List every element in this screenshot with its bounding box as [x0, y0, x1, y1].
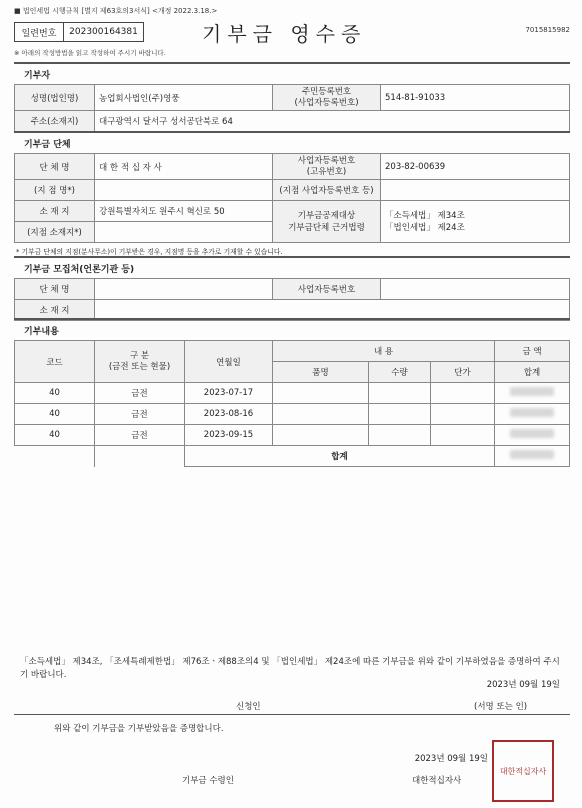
donor-name-label: 성명(법인명)	[15, 85, 95, 111]
col-content: 내 용	[273, 341, 495, 362]
org-name-value: 대 한 적 십 자 사	[95, 154, 273, 180]
row-type: 금전	[95, 404, 185, 425]
redacted-amount	[510, 408, 554, 417]
col-date: 연월일	[185, 341, 273, 383]
col-amount: 금 액	[495, 341, 570, 362]
donor-address-label: 주소(소재지)	[15, 111, 95, 132]
donor-address-value: 대구광역시 달서구 성서공단북로 64	[95, 111, 570, 132]
applicant-label: 신청인	[236, 702, 261, 712]
statement-text: 「소득세법」 제34조, 「조세특례제한법」 제76조ㆍ제88조의4 및 「법인세법」 제24조에 따른 기부금을 위와 같이 기부하였음을 증명하여 주시기 바랍니다.	[20, 657, 560, 680]
sum-label: 합계	[185, 446, 495, 467]
org-name-label: 단 체 명	[15, 154, 95, 180]
col-total: 합계	[495, 362, 570, 383]
org-section-title: 기부금 단체	[14, 131, 570, 153]
donor-regno-label: 주민등록번호 (사업자등록번호)	[273, 85, 381, 111]
sum-row	[15, 446, 570, 467]
donor-regno-value: 514-81-91033	[381, 85, 570, 111]
org-address-value: 강원특별자치도 원주시 혁신로 50	[95, 201, 273, 222]
donor-name-value: 농업회사법인(주)영풍	[95, 85, 273, 111]
row-code: 40	[15, 383, 95, 404]
collector-name-label: 단 체 명	[15, 279, 95, 300]
document-number: 7015815982	[525, 26, 570, 34]
redacted-amount	[510, 387, 554, 396]
collector-section	[14, 256, 570, 321]
donor-section	[14, 62, 570, 132]
recipient-name: 대한적십자사	[412, 776, 462, 786]
receipt-text: 위와 같이 기부금을 기부받았음을 증명합니다.	[54, 724, 224, 734]
col-code: 코드	[15, 341, 95, 383]
row-code: 40	[15, 425, 95, 446]
donor-section-title: 기부자	[14, 62, 570, 84]
serial-label: 일련번호	[15, 23, 64, 41]
org-regno-value: 203-82-00639	[381, 154, 570, 180]
collector-name-value	[95, 279, 273, 300]
redacted-sum	[510, 450, 554, 459]
collector-regno-value	[381, 279, 570, 300]
col-item: 품명	[273, 362, 369, 383]
org-legal-label: 기부금공제대상 기부금단체 근거법령	[273, 201, 381, 243]
donor-table	[14, 84, 570, 132]
collector-address-label: 소 재 지	[15, 300, 95, 321]
org-regno-label: 사업자등록번호 (고유번호)	[273, 154, 381, 180]
statement-date: 2023년 09월 19일	[486, 680, 560, 690]
donation-section	[14, 318, 570, 467]
row-type: 금전	[95, 383, 185, 404]
page-title: 기부금 영수증	[202, 22, 367, 46]
sign-label: (서명 또는 인)	[474, 702, 528, 712]
collector-section-title: 기부금 모집처(언론기관 등)	[14, 256, 570, 278]
row-type: 금전	[95, 425, 185, 446]
receipt-date: 2023년 09월 19일	[414, 754, 488, 764]
official-seal-stamp	[492, 740, 554, 802]
row-code: 40	[15, 404, 95, 425]
collector-regno-label: 사업자등록번호	[273, 279, 381, 300]
donation-table	[14, 340, 570, 467]
form-rule: ■ 법인세법 시행규칙 [별지 제63호의3서식] <개정 2022.3.18.>	[14, 7, 218, 15]
table-row	[15, 404, 570, 425]
org-branch-address-value	[95, 222, 273, 243]
org-branch-regno-label: (지점 사업자등록번호 등)	[273, 180, 381, 201]
serial-value: 202300164381	[69, 27, 138, 37]
org-branch-address-label: (지점 소재지*)	[15, 222, 95, 243]
col-price: 단가	[431, 362, 495, 383]
col-type: 구 분 (금전 또는 현물)	[95, 341, 185, 383]
serial-number-box	[14, 22, 144, 42]
row-date: 2023-08-16	[185, 404, 273, 425]
org-address-label: 소 재 지	[15, 201, 95, 222]
org-branch-regno-value	[381, 180, 570, 201]
donation-section-title: 기부내용	[14, 318, 570, 340]
row-date: 2023-07-17	[185, 383, 273, 404]
org-table	[14, 153, 570, 243]
table-row	[15, 383, 570, 404]
recipient-label: 기부금 수령인	[182, 776, 234, 786]
org-legal-value: 「소득세법」 제34조 「법인세법」 제24조	[381, 201, 570, 243]
col-qty: 수량	[369, 362, 431, 383]
stamp-text: 대한적십자사	[499, 766, 547, 776]
instruction-note: ※ 아래의 작성방법을 읽고 작성하여 주시기 바랍니다.	[14, 49, 166, 57]
org-section	[14, 131, 570, 259]
org-footnote: * 기부금 단체의 지점(분사무소)이 기부받은 경우, 지점명 등을 추가로 기재할 수 있습니다.	[16, 248, 283, 256]
org-branch-label: (지 점 명*)	[15, 180, 95, 201]
collector-table	[14, 278, 570, 321]
org-branch-value	[95, 180, 273, 201]
table-row	[15, 425, 570, 446]
redacted-amount	[510, 429, 554, 438]
row-date: 2023-09-15	[185, 425, 273, 446]
